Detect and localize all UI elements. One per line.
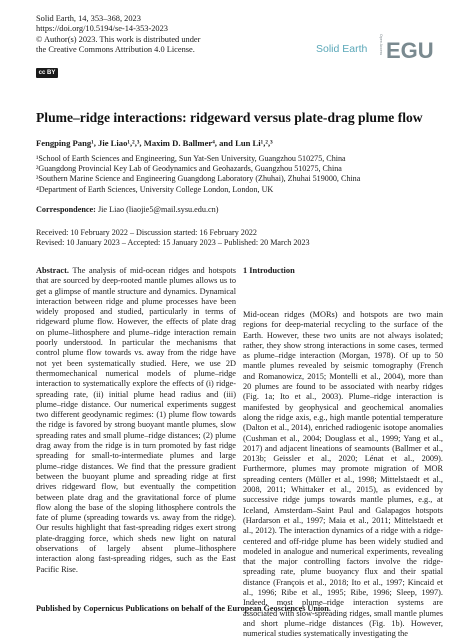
egu-logo-text: EGU (386, 38, 434, 63)
open-access-text: Open Access (379, 34, 383, 56)
correspondence-label: Correspondence: (36, 205, 96, 214)
citation-line: Solid Earth, 14, 353–368, 2023 (36, 14, 141, 23)
published-date-line: Revised: 10 January 2023 – Accepted: 15 January 2023 – Published: 20 March 2023 (36, 238, 310, 248)
article-metadata (36, 14, 200, 56)
publication-dates (36, 228, 310, 249)
received-date-line: Received: 10 February 2022 – Discussion started: 16 February 2022 (36, 228, 257, 237)
egu-logo (376, 28, 438, 68)
license-line: the Creative Commons Attribution 4.0 License. (36, 45, 195, 55)
correspondence-email[interactable]: Jie Liao (liaojie5@mail.sysu.edu.cn) (95, 205, 219, 214)
section-heading: 1 Introduction (243, 266, 295, 275)
affiliations (36, 154, 360, 195)
publisher-footer: Published by Copernicus Publications on behalf of the European Geosciences Union. (36, 604, 331, 613)
author-list: Fengping Pang¹, Jie Liao¹,²,³, Maxim D. Ballmer⁴, and Lun Li¹,²,³ (36, 138, 273, 148)
abstract-paragraph (36, 266, 236, 575)
cc-badge-text: cc BY (38, 70, 56, 76)
journal-name: Solid Earth (316, 43, 368, 55)
paper-title: Plume–ridge interactions: ridgeward versus plate-drag plume flow (36, 110, 423, 125)
copyright-line: © Author(s) 2023. This work is distributed under (36, 34, 201, 44)
affiliation-3: ³Southern Marine Science and Engineering Guangdong Laboratory (Zhuhai), Zhuhai 519000, China (36, 174, 361, 184)
affiliation-1: ¹School of Earth Sciences and Engineering, Sun Yat-Sen University, Guangzhou 510275, China (36, 154, 346, 163)
correspondence (36, 205, 218, 214)
introduction-text: Mid-ocean ridges (MORs) and hotspots are two main regions for deep-material recycling to the surface of the Earth. However, these two units are not always isolated; rather, they show strong interactions in some cases, termed as plume–ridge interaction (Morgan, 1978). Of up to 50 mantle plumes revealed by seismic tomography (French and Romanowicz, 2015; Montelli et al., 2004), more than 20 plumes are found to be associated with nearby ridges (Fig. 1a; Ito et al., 2003). Plume–ridge interaction is manifested by geophysical and geochemical anomalies along the ridge axis, e.g., high mantle potential temperature (Dalton et al., 2014), enriched radiogenic isotope anomalies (Cushman et al., 2004; Douglass et al., 1999; Yang et al., 2017) and adjacent lineations of seamounts (Ballmer et al., 2013b; Geissler et al., 2020; Lénat et al., 2009). Furthermore, plumes may promote migration of MOR spreading centers (Müller et al., 1998; Mittelstaedt et al., 2008, 2011; Whittaker et al., 2015), as evidenced by successive ridge jumps towards mantle plumes, e.g., at Iceland, Amsterdam–Saint Paul and Galapagos hotspots (Hardarson et al., 1997; Maia et al., 2011; Mittelstaedt et al., 2012). The interaction dynamics of a ridge with a ridge-centered and off-ridge plume has been widely studied and modeled in analogue and numerical experiments, revealing that the major controlling factors involve the ridge-spreading rate, plume buoyancy flux and their spatial distance (François et al., 2018; Ito et al., 1997; Kincaid et al., 1996; Ribe et al., 1995; Ribe, 1996; Sleep, 1997). Indeed, most plume–ridge interaction systems are associated with slow-spreading ridges, small mantle plumes and short plume–ridge distances (Fig. 1b). However, numerical studies systematically investigating the (243, 310, 443, 639)
affiliation-4: ⁴Department of Earth Sciences, University College London, London, UK (36, 184, 274, 194)
abstract-text: The analysis of mid-ocean ridges and hotspots that are sourced by deep-rooted mantle plumes allows us to get a glimpse of mantle structure and dynamics. Dynamical interaction between ridge and plume processes have been widely proposed and studied, particularly in terms of ridgeward plume flow. However, the effects of plate drag on plume–lithosphere and plume–ridge interaction remain poorly understood. In particular the mechanisms that control plume flow towards vs. away from the ridge have not yet been systematically studied. Here, we use 2D thermomechanical numerical models of plume–ridge interaction to systematically explore the effects of (i) ridge-spreading rate, (ii) initial plume head radius and (iii) plume–ridge distance. Our numerical experiments suggest two different geodynamic regimes: (1) plume flow towards the ridge is favored by strong buoyant mantle plumes, slow spreading rates and small plume–ridge distances; (2) plume drag away from the ridge is in turn promoted by fast ridge spreading for small-to-intermediate plumes and large plume–ridge distances. We find that the pressure gradient between the buoyant plume and spreading ridge at first drives ridgeward flow, but eventually the competition between plate drag and the gravitational force of plume flow along the base of the sloping lithosphere controls the fate of plume (spreading towards vs. away from the ridge). Our results highlight that fast-spreading ridges exert strong plate-dragging force, which sheds new light on natural observations of largely absent plume–lithosphere interaction along fast-spreading ridges, such as the East Pacific Rise. (36, 266, 236, 574)
cc-license-badge[interactable] (36, 68, 58, 78)
affiliation-2: ²Guangdong Provincial Key Lab of Geodynamics and Geohazards, Guangzhou 510275, China (36, 164, 342, 174)
abstract-label: Abstract. (36, 266, 69, 275)
doi-link[interactable]: https://doi.org/10.5194/se-14-353-2023 (36, 24, 168, 34)
